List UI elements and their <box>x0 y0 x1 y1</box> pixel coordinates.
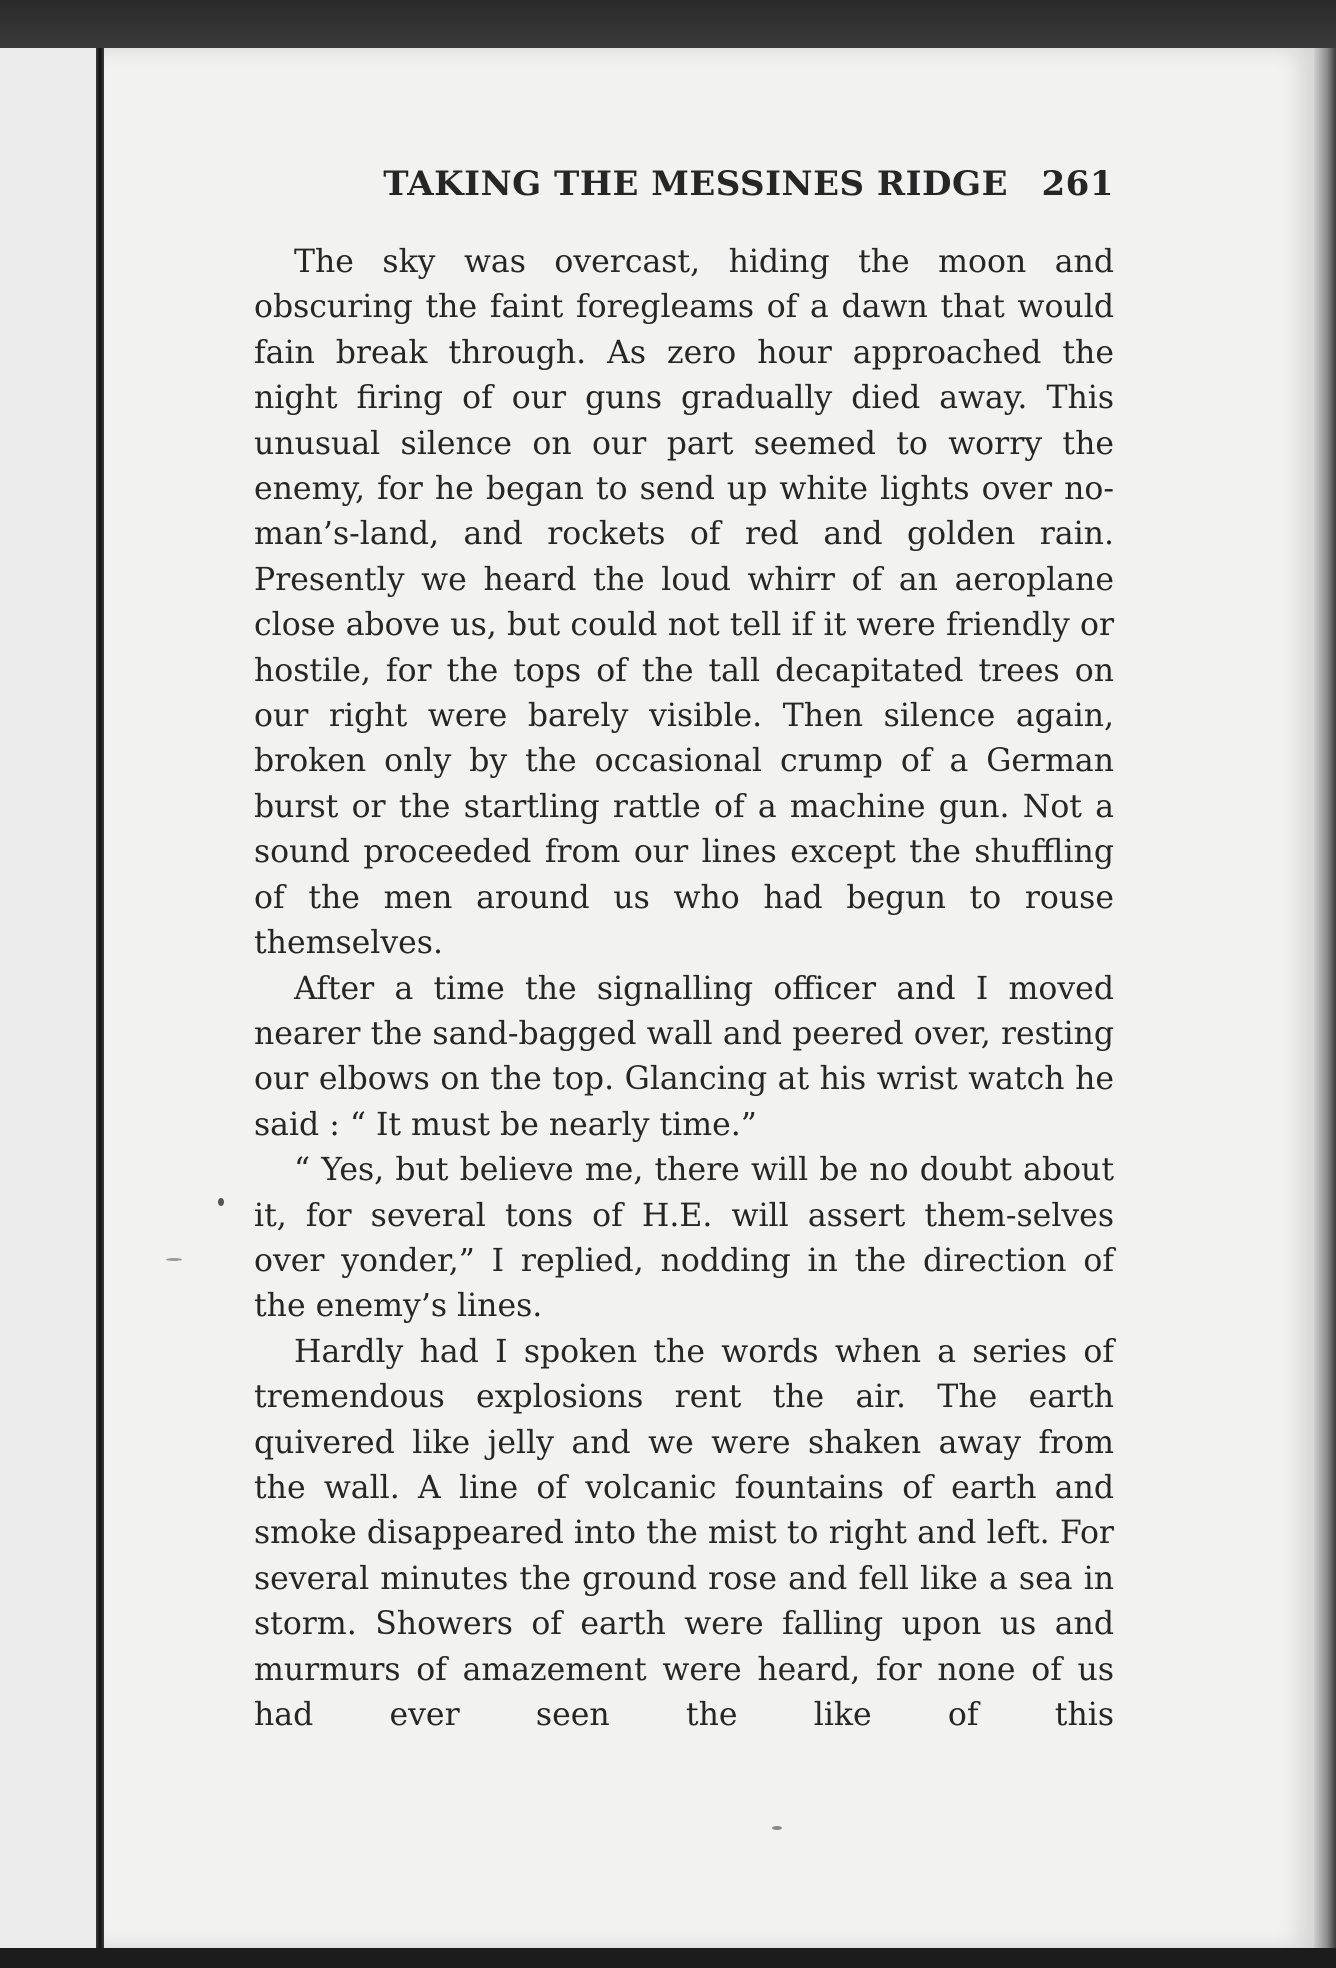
ink-speck <box>218 1198 224 1206</box>
body-text <box>254 240 1114 1738</box>
page-right-edge <box>1314 48 1336 1948</box>
running-title: TAKING THE MESSINES RIDGE <box>383 164 1008 204</box>
scan-top-edge <box>0 0 1336 48</box>
paragraph-4: Hardly had I spoken the words when a series of tremendous explosions rent the air. The earth quivered like jelly and we were shaken away from the wall. A line of volcanic fountains of earth and smoke disappeared into the mist to right and left. For several minutes the ground rose and fell like a sea in storm. Showers of earth were falling upon us and murmurs of amazement were heard, for none of us had ever seen the like of this <box>254 1333 1114 1733</box>
scan-bottom-edge <box>0 1948 1336 1968</box>
book-gutter <box>96 48 104 1948</box>
running-header <box>250 164 1114 212</box>
page-number: 261 <box>1041 164 1114 204</box>
paragraph-1: The sky was overcast, hiding the moon and obscuring the faint foregleams of a dawn that would fain break through. As zero hour approached the night firing of our guns gradually died away. This unusual silence on our part seemed to worry the enemy, for he began to send up white lights over no-man’s-land, and rockets of red and golden rain. Presently we heard the loud whirr of an aeroplane close above us, but could not tell if it were friendly or hostile, for the tops of the tall decapitated trees on our right were barely visible. Then silence again, broken only by the occasional crump of a German burst or the startling rattle of a machine gun. Not a sound proceeded from our lines except the shuffling of the men around us who had begun to rouse themselves. <box>254 244 1114 962</box>
ink-speck <box>166 1258 182 1261</box>
paragraph-2: After a time the signalling officer and I moved nearer the sand-bagged wall and peered over, resting our elbows on the top. Glancing at his wrist watch he said : “ It must be nearly time.” <box>254 970 1114 1143</box>
facing-page-edge <box>0 48 96 1948</box>
paragraph-3: “ Yes, but believe me, there will be no doubt about it, for several tons of H.E. will assert them-selves over yonder,” I replied, nodding in the direction of the enemy’s lines. <box>254 1152 1114 1325</box>
ink-speck <box>772 1826 782 1830</box>
